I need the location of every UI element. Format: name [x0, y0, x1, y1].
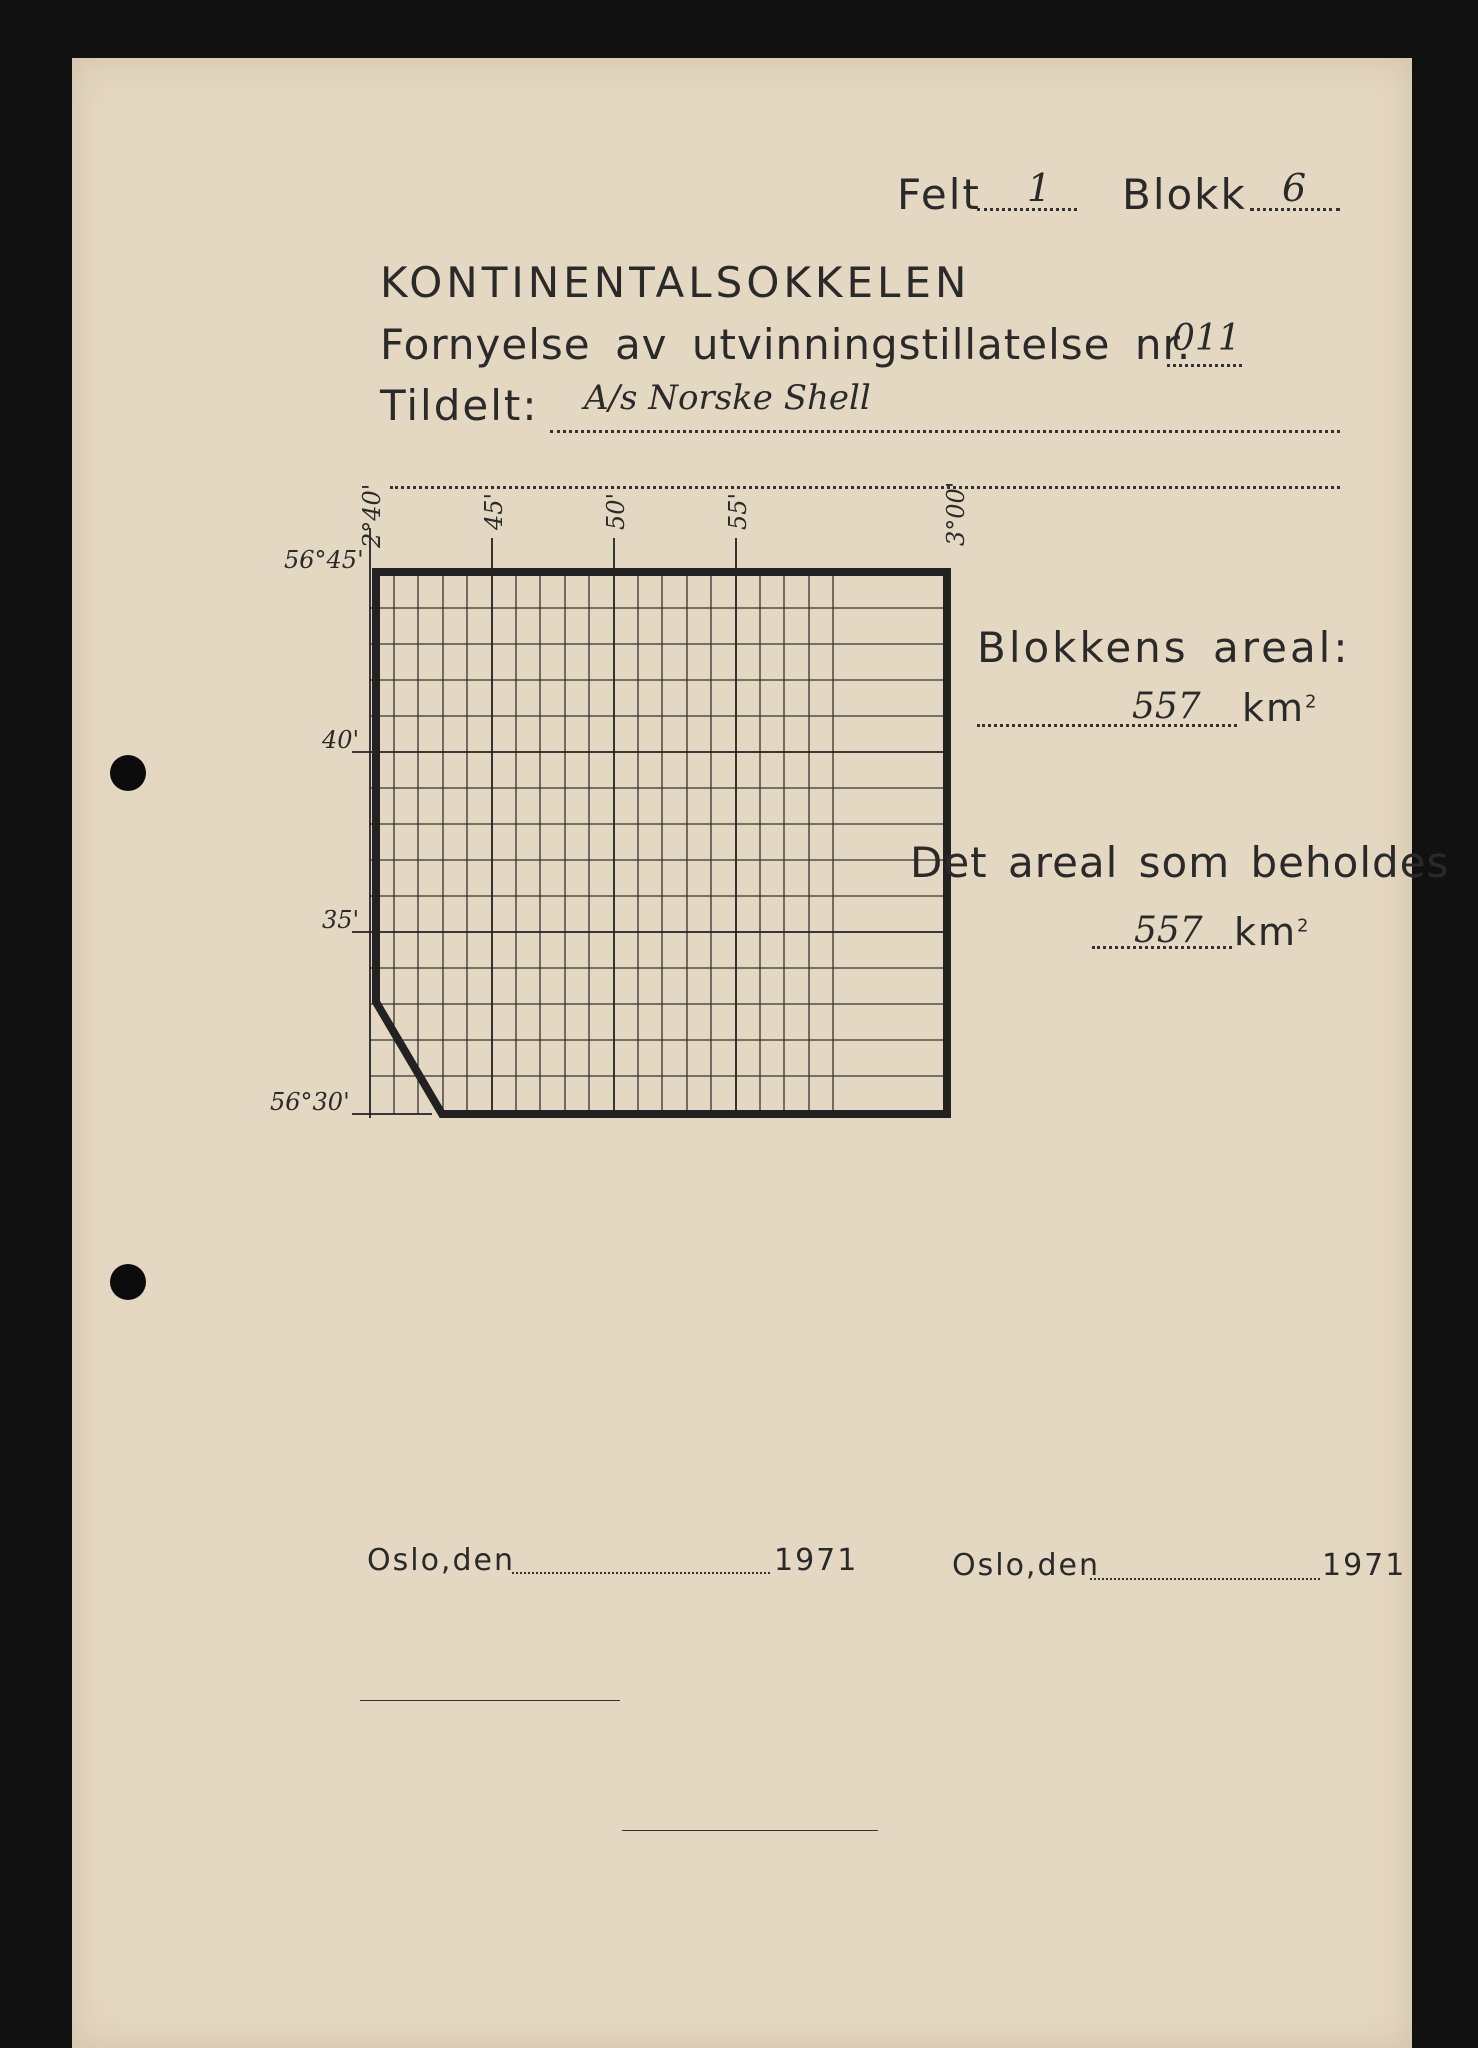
felt-value: 1 [1027, 166, 1052, 210]
permit-number: 011 [1172, 318, 1241, 359]
document-page [72, 58, 1450, 2048]
lon-label-4: 55' [724, 492, 752, 530]
lat-label-4: 56°30' [270, 1088, 350, 1116]
beholdes-label: Det areal som beholdes [910, 838, 1450, 887]
lat-label-1: 56°45' [284, 546, 364, 574]
lat-label-3: 35' [322, 906, 360, 934]
lon-label-3: 50' [602, 492, 630, 530]
extra-dots [390, 486, 1340, 489]
date-place-left: Oslo,den [367, 1543, 515, 1578]
permit-dots [1167, 364, 1242, 367]
lat-label-2: 40' [322, 726, 360, 754]
blokk-area-unit: $km^2$ [1242, 686, 1319, 730]
punch-hole-bottom [110, 1264, 146, 1300]
page-title: KONTINENTALSOKKELEN [380, 258, 971, 307]
blokk-label: Blokk [1122, 170, 1247, 219]
map-major-lines [352, 528, 947, 1118]
beholdes-unit: $km^2$ [1234, 910, 1311, 954]
blokk-area-value: 557 [1132, 686, 1201, 727]
date-place-right: Oslo,den [952, 1548, 1100, 1583]
lon-label-2: 45' [480, 492, 508, 530]
signature-line-left [360, 1700, 620, 1701]
subtitle-label: Fornyelse av utvinningstillatelse nr. [380, 320, 1192, 369]
blokk-area-label: Blokkens areal: [977, 623, 1351, 672]
felt-label: Felt [897, 170, 981, 219]
date-year-left: 1971 [774, 1543, 859, 1578]
date-year-right: 1971 [1322, 1548, 1407, 1583]
date-dots-right [1090, 1578, 1320, 1580]
date-dots-left [512, 1572, 770, 1574]
blokk-value: 6 [1282, 166, 1307, 210]
map-grid [370, 572, 947, 1114]
signature-line-center [622, 1830, 878, 1831]
punch-hole-top [110, 755, 146, 791]
tildelt-dots [550, 430, 1340, 433]
tildelt-value: A/s Norske Shell [584, 378, 871, 418]
beholdes-value: 557 [1134, 910, 1203, 951]
tildelt-label: Tildelt: [380, 381, 539, 430]
lon-label-5: 3°00' [942, 481, 970, 546]
block-map [192, 481, 970, 1318]
lon-label-1: 2°40' [358, 483, 386, 548]
